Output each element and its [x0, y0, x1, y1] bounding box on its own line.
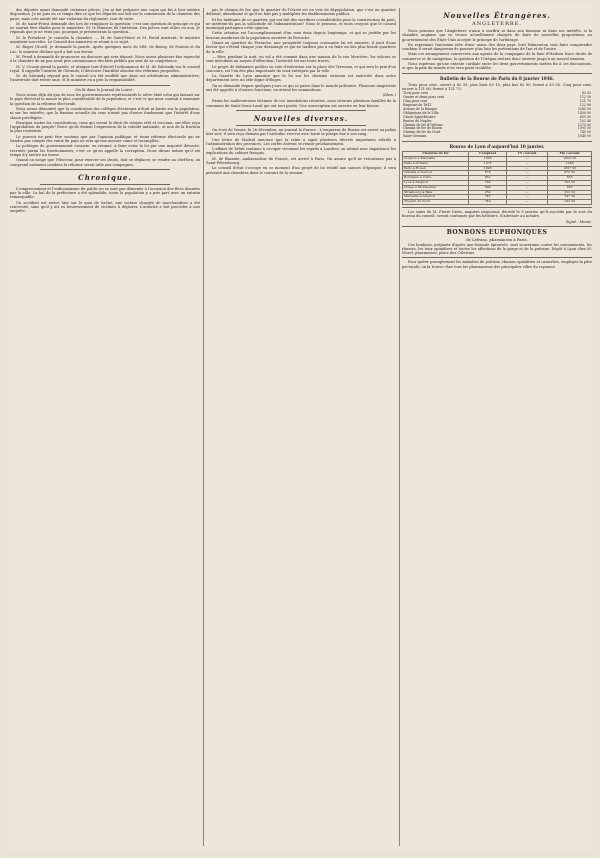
article-paragraph: Nous pensons que l'Angleterre n'aura à souffrir ni dans son honneur ni dans ses intérêts, si la chambre anglaise qui se trouve actuellement chargée de faire de nouvelles propositions au gouvernement des États-Unis accepte le principe de l'arbitrage.	[402, 29, 592, 42]
grid-cell: —	[507, 156, 548, 161]
grid-cell: Marseille à Avignon	[403, 195, 469, 200]
grid-cell: —	[507, 180, 548, 185]
column-middle	[206, 8, 396, 846]
grid-cell: 742 50	[548, 200, 592, 205]
article-paragraph: M. Roger (Nord). Je demande la parole. Après quelques mots de MM. de Boissy, de Pontois et du Lac, le ministre déclare qu'il a fait son devoir.	[10, 45, 200, 54]
grid-cell: Chemin du Nord	[403, 200, 469, 205]
notice-paragraph: Les soins de M. Pierre Dizès, naguère négociant, décédé le 9 janvier, qu'il succède par la voie du bureau du conseil, seront continués par les héritiers. S'adresser au notaire.	[402, 209, 592, 219]
quote-value: 122 00	[579, 102, 591, 107]
quote-value: 83 05	[581, 91, 591, 96]
advertisement-text: Pour guérir promptement les maladies de poitrine, rhumes opiniâtres et catarrhes, employez la pâte pectorale; on la trouve chez tous les pharmaciens des principales villes du royaume.	[402, 260, 592, 269]
article-paragraph: Cette création est l'accomplissement d'un vœu émis depuis longtemps, et qui se justifie par les besoins nombreux de la population ouvrière de Perrache.	[206, 31, 396, 40]
grid-cell: 747 50	[548, 195, 592, 200]
grid-header: 15 courant	[507, 152, 548, 157]
grid-cell: 250	[469, 190, 507, 195]
article-paragraph: M. Persil a demandé de prononcer un discours qui sera déposé. Nous avons plusieurs fois reproché à la chambre de ne pas avoir pris connaissance des faits publics qui sont de sa compétence.	[10, 54, 200, 64]
column-divider	[203, 8, 204, 846]
grid-header: Fin courant	[548, 152, 592, 157]
separator	[402, 73, 592, 74]
grid-cell: 1095	[469, 166, 507, 171]
quote-value: 1275 00	[577, 122, 591, 127]
article-paragraph: M. de Salvandy répond que le conseil n'a été modifié que dans ses attributions administratives; l'université doit rester unie, et le ministre en a pris la responsabilité.	[10, 74, 200, 83]
article-paragraph: L'empressement et l'enthousiasme du public ne se sont pas démentis à l'occasion des fêtes données par la ville. Le bal de la préfecture a été splendide; toute la population y a pris part avec un entrain remarquable.	[10, 186, 200, 200]
grid-cell: 1097 50	[548, 166, 592, 171]
article-paragraph: On se demande depuis quelques jours ce qui se passe dans le monde judiciaire. Plusieurs magistrats ont été appelés à d'autres fonctions; on attend les nominations.	[206, 83, 396, 93]
grid-cell: 655	[548, 176, 592, 181]
advertisement-text: Ces bonbons, préparés d'après une formule éprouvée, sont souverains contre les enrouements, les rhumes, les toux opiniâtres et toutes les affections de la gorge et de la poitrine. Dépôt à Lyon chez M. Morel, pharmacien, place des Célestins.	[402, 242, 592, 256]
grid-cell: Nîmes à Montpellier	[403, 185, 469, 190]
grid-cell: 740	[469, 200, 507, 205]
grid-cell: Orléans à Vierzon	[403, 171, 469, 176]
section-subheading: ANGLETERRE.	[472, 21, 522, 27]
bourse-lyon-table	[402, 151, 592, 205]
article-paragraph: La Gazette de Lyon annonce que la loi sur les chemins vicinaux est exécutée dans notre département avec un zèle digne d'éloges.	[206, 74, 396, 83]
grid-cell: 760	[469, 180, 507, 185]
article-paragraph: Et les habitants de ce quartier, qui ont fait des sacrifices considérables pour la construction du pont, ne méritent-ils pas la sollicitude de l'administration? Nous le pensons, et nous croyons que le conseil municipal partagera cette opinion.	[206, 17, 396, 31]
grid-cell: Lyon à Avignon	[403, 180, 469, 185]
separator	[40, 169, 170, 170]
separator	[402, 257, 592, 258]
grid-header: Chemins de fer	[403, 152, 469, 157]
quote-value: 740 00	[579, 130, 591, 135]
article-paragraph: par le chemin de fer, que le quartier de l'Ouest est en voie de dépopulation, que c'est un quartier délaissé, abandonné et qu'il ne faut pas y multiplier les établissements publics.	[206, 8, 396, 17]
quote-name: Obligations de la Ville	[403, 110, 439, 115]
grid-cell: 692	[548, 185, 592, 190]
quote-name: Cinq pour cent	[403, 99, 428, 104]
separator	[236, 125, 366, 126]
article-paragraph: Quant au quartier de Perrache, une prospérité toujours croissante lui est assurée; il jouit d'une faveur qui s'étend chaque jour davantage et qui ne tardera pas à en faire un des plus beaux quartiers de la ville.	[206, 41, 396, 54]
article-paragraph: Une lettre de Madrid annonce que la reine a signé plusieurs décrets importants relatifs à l'administration des provinces. Les cortès doivent se réunir prochainement.	[206, 137, 396, 146]
article-paragraph: Le projet de bâtiments publics en voie d'exécution sur la place des Terreaux, et qui sera le prix d'un concours, est l'un des plus importants de ceux entrepris par la ville.	[206, 64, 396, 73]
quote-value: 1095 00	[577, 126, 591, 131]
grid-cell: Avignon à Marseille	[403, 156, 469, 161]
grid-cell: 652	[469, 176, 507, 181]
quote-value: 3265 00	[577, 106, 591, 111]
separator	[402, 207, 592, 208]
grid-cell: —	[507, 190, 548, 195]
quote-name: Saint-Germain	[403, 134, 427, 139]
article-paragraph: Nous espérons qu'une entente cordiale entre les deux gouvernements mettra fin à ces discussions, et que la paix du monde n'en sera point troublée.	[402, 62, 592, 71]
grid-cell: 672 50	[548, 171, 592, 176]
article-paragraph: des députés ayant demandé certaines pièces, j'en ai fait préparer une copie qui fut à leur entière disposition. Je ne puis en ce temps dire ce que les députés ont fait sur la commission de la chambre des pairs; mais cela aurait été une violation du règlement, tout de suite.	[10, 8, 200, 21]
grid-cell: —	[507, 171, 548, 176]
newspaper-page	[8, 4, 592, 850]
quote-name: Chemin de fer d'Orléans	[403, 122, 443, 127]
grid-cell: 1280	[548, 161, 592, 166]
article-paragraph: M. de Saint-Priest demande des lors de remplacer la question; c'est une question de principe et qui ne saurait être éludée pour le ministère. M. le Ministre de l'intérieur. Des pièces sont utiles ou non. Je réponds que je ne veux pas, pourquoi je présenterais la question...	[10, 21, 200, 35]
article-paragraph: Nous avons démontré que la constitution des collèges électoraux n'était ni basée sur la population, ni sur les intérêts; que la fixation actuelle du cens n'avait pas d'autre fondement que l'intérêt d'une classe privilégiée.	[10, 106, 200, 120]
article-paragraph: En reprenant l'ancienne idée d'une union des deux pays, lord Palmerston veut faire comprendre combien il serait dangereux de pousser plus loin les prétentions de l'un et de l'autre.	[402, 42, 592, 52]
article-paragraph: Le pouvoir ne peut être soutenu que par l'opinion publique, et toute réforme électorale qui ne tiendra pas compte des vœux du pays ne sera qu'une mesure vaine et incomplète.	[10, 134, 200, 144]
quote-name: Chemin de fer du Nord	[403, 130, 441, 135]
quote-name: Rentes de Naples	[403, 118, 432, 123]
article-paragraph: — Hier, pendant la nuit, un vol a été commis dans une maison de la rue Mercière; les voleurs se sont introduits au moyen d'effraction; l'autorité est sur leurs traces.	[206, 54, 396, 64]
quote-value: 112 50	[579, 95, 591, 100]
grid-cell: 745	[469, 195, 507, 200]
separator	[236, 110, 366, 111]
separator	[40, 85, 170, 86]
quote-row	[402, 135, 592, 139]
article-paragraph: Nous avons déjà dit que de tous les gouvernements représentatifs le nôtre était celui qui laissait sur le pays électoral la masse la plus considérable de la population, et c'est ce qui nous conduit à examiner la question de la réforme électorale.	[10, 93, 200, 106]
grid-cell: Paris à Orléans	[403, 161, 469, 166]
quote-name: Emprunt de 1841	[403, 102, 432, 107]
article-paragraph: Un accident est arrivé hier sur le quai de Saône; une voiture chargée de marchandises a été renversée, sans qu'il y ait eu heureusement de victimes à déplorer. L'autorité a fait procéder à une enquête.	[10, 200, 200, 214]
quote-value: 1430 00	[577, 110, 591, 115]
article-paragraph: L'affaire de Tahiti continue à occuper vivement les esprits à Londres; on attend avec impatience les explications du cabinet français.	[206, 147, 396, 156]
bourse-paris-intro: Trois pour cent, ouvert à 82 95, plus haut 83 10, plus bas 82 90, fermé à 83 05. Cinq pour cent, ouvert à 121 60, fermé à 121 75.	[402, 82, 592, 91]
section-heading: Nouvelles Étrangères.	[443, 11, 551, 20]
grid-header: Comptant	[469, 152, 507, 157]
article-paragraph: Le conseil d'état s'occupe en ce moment d'un projet de loi relatif aux caisses d'épargne; il sera présenté aux chambres dans le courant de la session.	[206, 166, 396, 175]
grid-cell: 670	[469, 171, 507, 176]
article-paragraph: Pourquoi toutes les constitutions, ceux qui voient le droit de citoyen réel et reconnu, ont-elles reçu l'approbation du peuple? Parce qu'ils étaient l'expression de la volonté nationale, et non de la fraction la plus restreinte.	[10, 120, 200, 134]
bourse-lyon-title: Bourse de Lyon d'aujourd'hui 10 janvier.	[449, 144, 545, 150]
article-paragraph: La politique du gouvernement consiste, en résumé, à faire voter la loi par une majorité dévouée, recrutée parmi les fonctionnaires; c'est ce qu'on appelle la corruption. Nous dirons même qu'il est temps d'y mettre un terme.	[10, 144, 200, 157]
article-paragraph: M. V. Cousin prend la parole, et attaque tout d'abord l'ordonnance de M. de Salvandy sur le conseil royal. Il rappelle l'institut de Gérando; il découvre l'inutilité absolue des réformes proposées.	[10, 64, 200, 73]
grid-cell: —	[507, 161, 548, 166]
grid-cell: 690	[469, 185, 507, 190]
separator	[402, 226, 592, 227]
grid-cell: —	[507, 200, 548, 205]
column-divider	[399, 8, 400, 846]
quote-value: 102 40	[579, 118, 591, 123]
advertisement-subtitle: de Lefranc, pharmacien à Paris.	[466, 236, 528, 242]
grid-cell: 1000	[469, 156, 507, 161]
grid-cell: —	[507, 195, 548, 200]
quote-name: Actions de la Banque	[403, 106, 438, 111]
quote-value: 655 00	[579, 114, 591, 119]
section-heading: Nouvelles diverses.	[253, 113, 349, 123]
bourse-paris-title: Bulletin de la Bourse de Paris du 8 janvier 1846.	[439, 75, 555, 81]
column-left	[10, 8, 200, 846]
article-paragraph: Mais cet arrangement conservera aux agents de la compagnie de la baie d'Hudson leurs droits de commerce et de navigation; la question de l'Orégon restera donc ouverte jusqu'à un nouvel examen.	[402, 52, 592, 61]
column-right	[402, 8, 592, 846]
article-paragraph: Parmi les malheureuses victimes de ces inondations récentes, nous citerons plusieurs familles de la commune de Saint-Genis-Laval qui ont tout perdu. Une souscription est ouverte en leur faveur.	[206, 99, 396, 108]
grid-cell: —	[507, 166, 548, 171]
article-paragraph: M. de Barante, ambassadeur de France, est arrivé à Paris. On assure qu'il ne retournera pas à Saint-Pétersbourg.	[206, 156, 396, 166]
grid-cell: 1275	[469, 161, 507, 166]
grid-cell: Strasbourg à Bâle	[403, 190, 469, 195]
grid-cell: —	[507, 176, 548, 181]
quote-name: Trois pour cent	[403, 91, 428, 96]
separator	[40, 184, 170, 185]
quote-value: 121 75	[579, 99, 591, 104]
separator	[402, 141, 592, 142]
article-paragraph: M. le Président. Je consulte la chambre. — M. de Saint-Priest et M. Persil insistent; le ministre maintient son refus. Le Conseil des ministres se réunit à ce sujet.	[10, 35, 200, 45]
quote-name: Caisse hypothécaire	[403, 114, 436, 119]
advertisement-title: BONBONS EUPHONIQUES	[446, 228, 548, 236]
grid-cell: 252 50	[548, 190, 592, 195]
notice-signature: Signé : Murat.	[565, 219, 592, 224]
section-intro: On lit dans le Journal du Loiret :	[75, 87, 135, 92]
article-paragraph: On écrit de Venise, le 26 décembre, au journal la France : L'empereur de Russie est arrivé au palais hier soir; il sera reçu demain par l'archiduc vice-roi avec toute la pompe due à son rang.	[206, 127, 396, 137]
grid-cell: 762 50	[548, 180, 592, 185]
bourse-paris-table	[402, 92, 592, 139]
grid-cell: 1002 50	[548, 156, 592, 161]
grid-row	[403, 200, 592, 205]
grid-cell: —	[507, 185, 548, 190]
source-attribution: (Idem.)	[382, 93, 396, 98]
quote-name: Chemin de fer de Rouen	[403, 126, 443, 131]
section-heading: Chronique.	[78, 172, 132, 182]
quote-value: 1045 00	[577, 134, 591, 139]
grid-cell: Bordeaux à Cette	[403, 176, 469, 181]
grid-cell: Paris à Rouen	[403, 166, 469, 171]
article-paragraph: Quand on songe que l'électeur, pour exercer ses droits, doit se déplacer, se rendre au chef-lieu, on comprend aisément combien la réforme serait utile aux campagnes.	[10, 158, 200, 167]
quote-name: Quatre et demi pour cent	[403, 95, 444, 100]
